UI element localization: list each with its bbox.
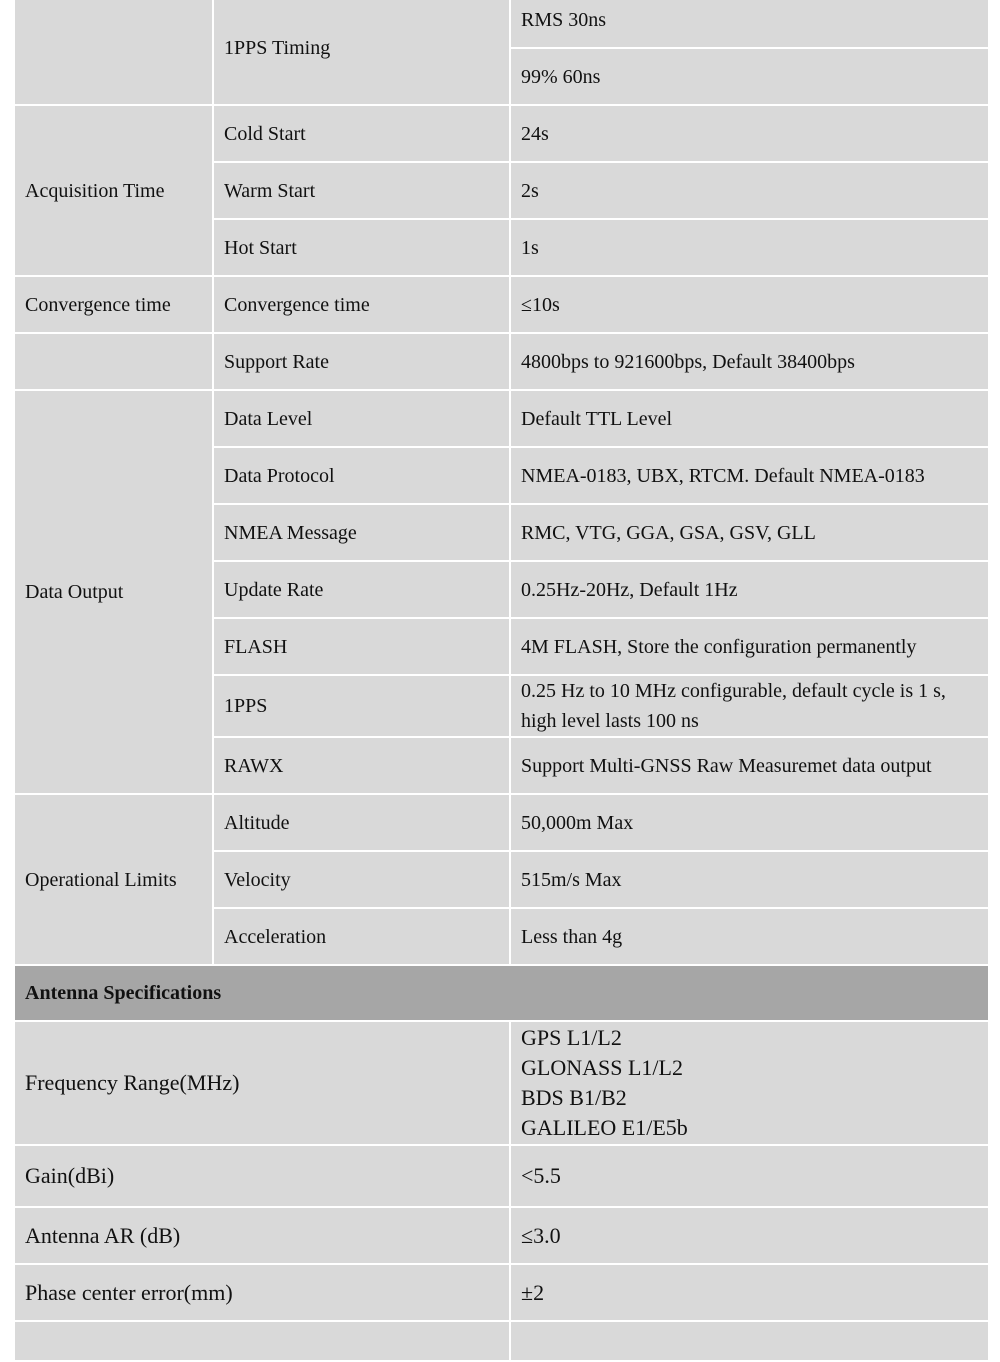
group-cell: [14, 333, 213, 390]
param-cell: Hot Start: [213, 219, 510, 276]
value-cell: RMS 30ns: [510, 0, 989, 48]
param-cell: Data Level: [213, 390, 510, 447]
value-cell: 0.25Hz-20Hz, Default 1Hz: [510, 561, 989, 618]
param-cell: 1PPS Timing: [213, 0, 510, 105]
group-cell-acquisition-time: Acquisition Time: [14, 105, 213, 276]
table-row: [14, 1145, 989, 1207]
section-header-row: [14, 965, 989, 1021]
antenna-value-cell: ±2: [510, 1264, 989, 1321]
antenna-label-cell: Antenna AR (dB): [14, 1207, 510, 1264]
table-row: [14, 1264, 989, 1321]
table-row: [14, 0, 989, 48]
antenna-label-cell: Gain(dBi): [14, 1145, 510, 1207]
param-cell: Velocity: [213, 851, 510, 908]
param-cell: Data Protocol: [213, 447, 510, 504]
param-cell: Cold Start: [213, 105, 510, 162]
value-cell: 515m/s Max: [510, 851, 989, 908]
param-cell: Warm Start: [213, 162, 510, 219]
section-title-antenna-specifications: Antenna Specifications: [14, 965, 989, 1021]
table-row: [14, 1207, 989, 1264]
param-cell: RAWX: [213, 737, 510, 794]
frequency-band: GPS L1/L2: [521, 1025, 622, 1050]
group-cell: [14, 0, 213, 105]
value-cell: ≤10s: [510, 276, 989, 333]
value-cell: RMC, VTG, GGA, GSA, GSV, GLL: [510, 504, 989, 561]
param-cell: Update Rate: [213, 561, 510, 618]
table-row-partial: [14, 1321, 989, 1361]
frequency-band: BDS B1/B2: [521, 1085, 627, 1110]
value-cell: 4M FLASH, Store the configuration permanently: [510, 618, 989, 675]
antenna-value-cell: [510, 1021, 989, 1145]
table-row: [14, 794, 989, 851]
group-cell-operational-limits: Operational Limits: [14, 794, 213, 965]
value-cell: 4800bps to 921600bps, Default 38400bps: [510, 333, 989, 390]
value-cell: 24s: [510, 105, 989, 162]
frequency-band: GLONASS L1/L2: [521, 1055, 683, 1080]
table-row: [14, 1021, 989, 1145]
param-cell: Convergence time: [213, 276, 510, 333]
param-cell: 1PPS: [213, 675, 510, 737]
antenna-label-cell: Phase center error(mm): [14, 1264, 510, 1321]
param-cell: FLASH: [213, 618, 510, 675]
value-cell: 1s: [510, 219, 989, 276]
frequency-band: GALILEO E1/E5b: [521, 1115, 688, 1140]
value-cell: 2s: [510, 162, 989, 219]
antenna-label-cell: [14, 1321, 510, 1361]
antenna-value-cell: ≤3.0: [510, 1207, 989, 1264]
param-cell: NMEA Message: [213, 504, 510, 561]
value-cell: Support Multi-GNSS Raw Measuremet data output: [510, 737, 989, 794]
param-cell: Altitude: [213, 794, 510, 851]
group-cell-convergence: Convergence time: [14, 276, 213, 333]
value-cell: Less than 4g: [510, 908, 989, 965]
table-row: [14, 276, 989, 333]
table-row: [14, 105, 989, 162]
table-row: [14, 333, 989, 390]
table-row: [14, 390, 989, 447]
value-cell: Default TTL Level: [510, 390, 989, 447]
group-cell-data-output: Data Output: [14, 390, 213, 794]
antenna-value-cell: <5.5: [510, 1145, 989, 1207]
antenna-label-cell: Frequency Range(MHz): [14, 1021, 510, 1145]
param-cell: Acceleration: [213, 908, 510, 965]
antenna-value-cell: [510, 1321, 989, 1361]
value-cell: 0.25 Hz to 10 MHz configurable, default cycle is 1 s, high level lasts 100 ns: [510, 675, 989, 737]
value-cell: 99% 60ns: [510, 48, 989, 105]
value-cell: NMEA-0183, UBX, RTCM. Default NMEA-0183: [510, 447, 989, 504]
spec-table: [13, 0, 990, 1362]
param-cell: Support Rate: [213, 333, 510, 390]
value-cell: 50,000m Max: [510, 794, 989, 851]
